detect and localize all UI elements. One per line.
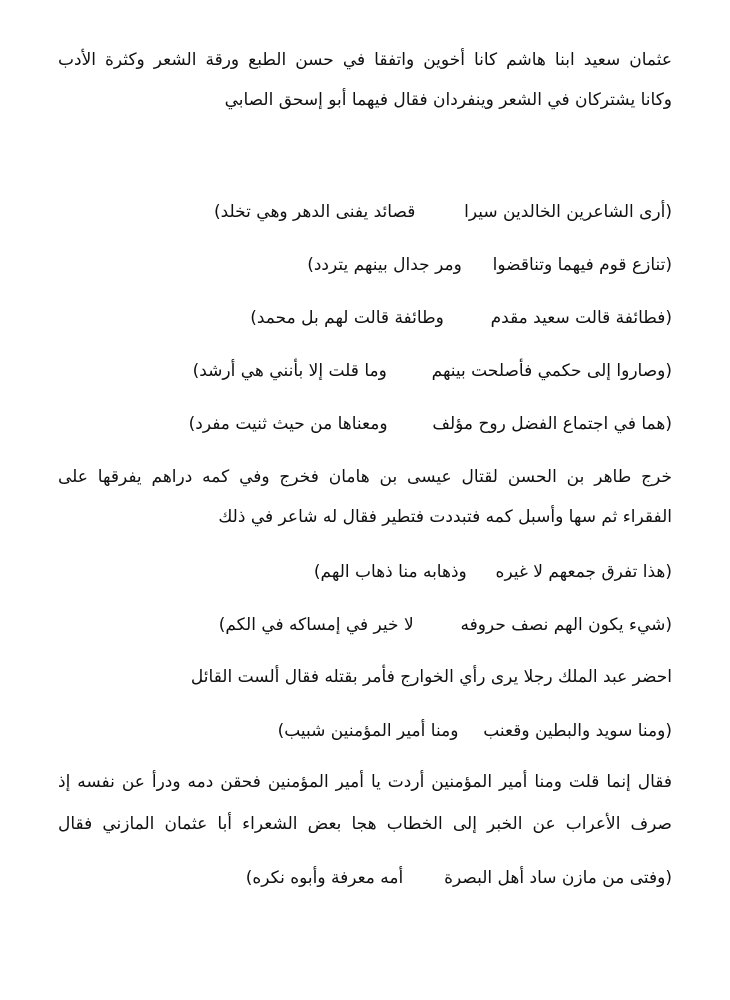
paragraph-line: فقال إنما قلت ومنا أمير المؤمنين أردت يا أمير المؤمنين فحقن دمه ودرأ عن نفسه إذ — [58, 772, 672, 792]
verse-second-hemistich: أمه معرفة وأبوه نكره) — [245, 868, 404, 888]
verse-second-hemistich: لا خير في إمساكه في الكم) — [218, 615, 414, 635]
paragraph-line: الفقراء ثم سها وأسبل كمه فتبددت فتطير فقال له شاعر في ذلك — [218, 507, 672, 527]
verse-first-hemistich: (هما في اجتماع الفضل روح مؤلف — [432, 414, 672, 434]
verse-first-hemistich: (شيء يكون الهم نصف حروفه — [460, 615, 672, 635]
verse-first-hemistich: (تنازع قوم فيهما وتناقضوا — [492, 255, 672, 275]
verse-line — [278, 719, 672, 743]
verse-first-hemistich: (أرى الشاعرين الخالدين سيرا — [464, 202, 672, 222]
verse-first-hemistich: (فطائفة قالت سعيد مقدم — [490, 308, 672, 328]
paragraph-line: احضر عبد الملك رجلا يرى رأي الخوارج فأمر بقتله فقال ألست القائل — [190, 667, 672, 687]
verse-line — [189, 412, 672, 436]
verse-second-hemistich: وما قلت إلا بأنني هي أرشد) — [192, 361, 387, 381]
verse-first-hemistich: (هذا تفرق جمعهم لا غيره — [495, 562, 672, 582]
paragraph-line: وكانا يشتركان في الشعر وينفردان فقال فيهما أبو إسحق الصابي — [224, 90, 672, 110]
paragraph-line: خرج طاهر بن الحسن لقتال عيسى بن هامان فخرج وفي كمه دراهم يفرقها على — [58, 467, 672, 487]
verse-second-hemistich: ومعناها من حيث ثنيت مفرد) — [188, 414, 388, 434]
verse-second-hemistich: قصائد يفنى الدهر وهي تخلد) — [213, 202, 416, 222]
verse-line — [307, 253, 672, 277]
verse-second-hemistich: ومر جدال بينهم يتردد) — [307, 255, 462, 275]
verse-first-hemistich: (وصاروا إلى حكمي فأصلحت بينهم — [431, 361, 672, 381]
verse-first-hemistich: (وفتى من مازن ساد أهل البصرة — [444, 868, 672, 888]
verse-line — [246, 866, 672, 890]
verse-line — [314, 560, 672, 584]
paragraph-line: صرف الأعراب عن الخبر إلى الخطاب هجا بعض الشعراء أبا عثمان المازني فقال — [58, 814, 672, 834]
paragraph-line: عثمان سعيد ابنا هاشم كانا أخوين واتفقا في حسن الطبع ورقة الشعر وكثرة الأدب — [58, 50, 672, 70]
verse-line — [214, 200, 672, 224]
verse-second-hemistich: وذهابه منا ذهاب الهم) — [313, 562, 467, 582]
verse-line — [193, 359, 672, 383]
verse-first-hemistich: (ومنا سويد والبطين وقعنب — [483, 721, 672, 741]
verse-line — [250, 306, 672, 330]
verse-second-hemistich: وطائفة قالت لهم بل محمد) — [250, 308, 444, 328]
verse-second-hemistich: ومنا أمير المؤمنين شبيب) — [277, 721, 459, 741]
verse-line — [219, 613, 672, 637]
